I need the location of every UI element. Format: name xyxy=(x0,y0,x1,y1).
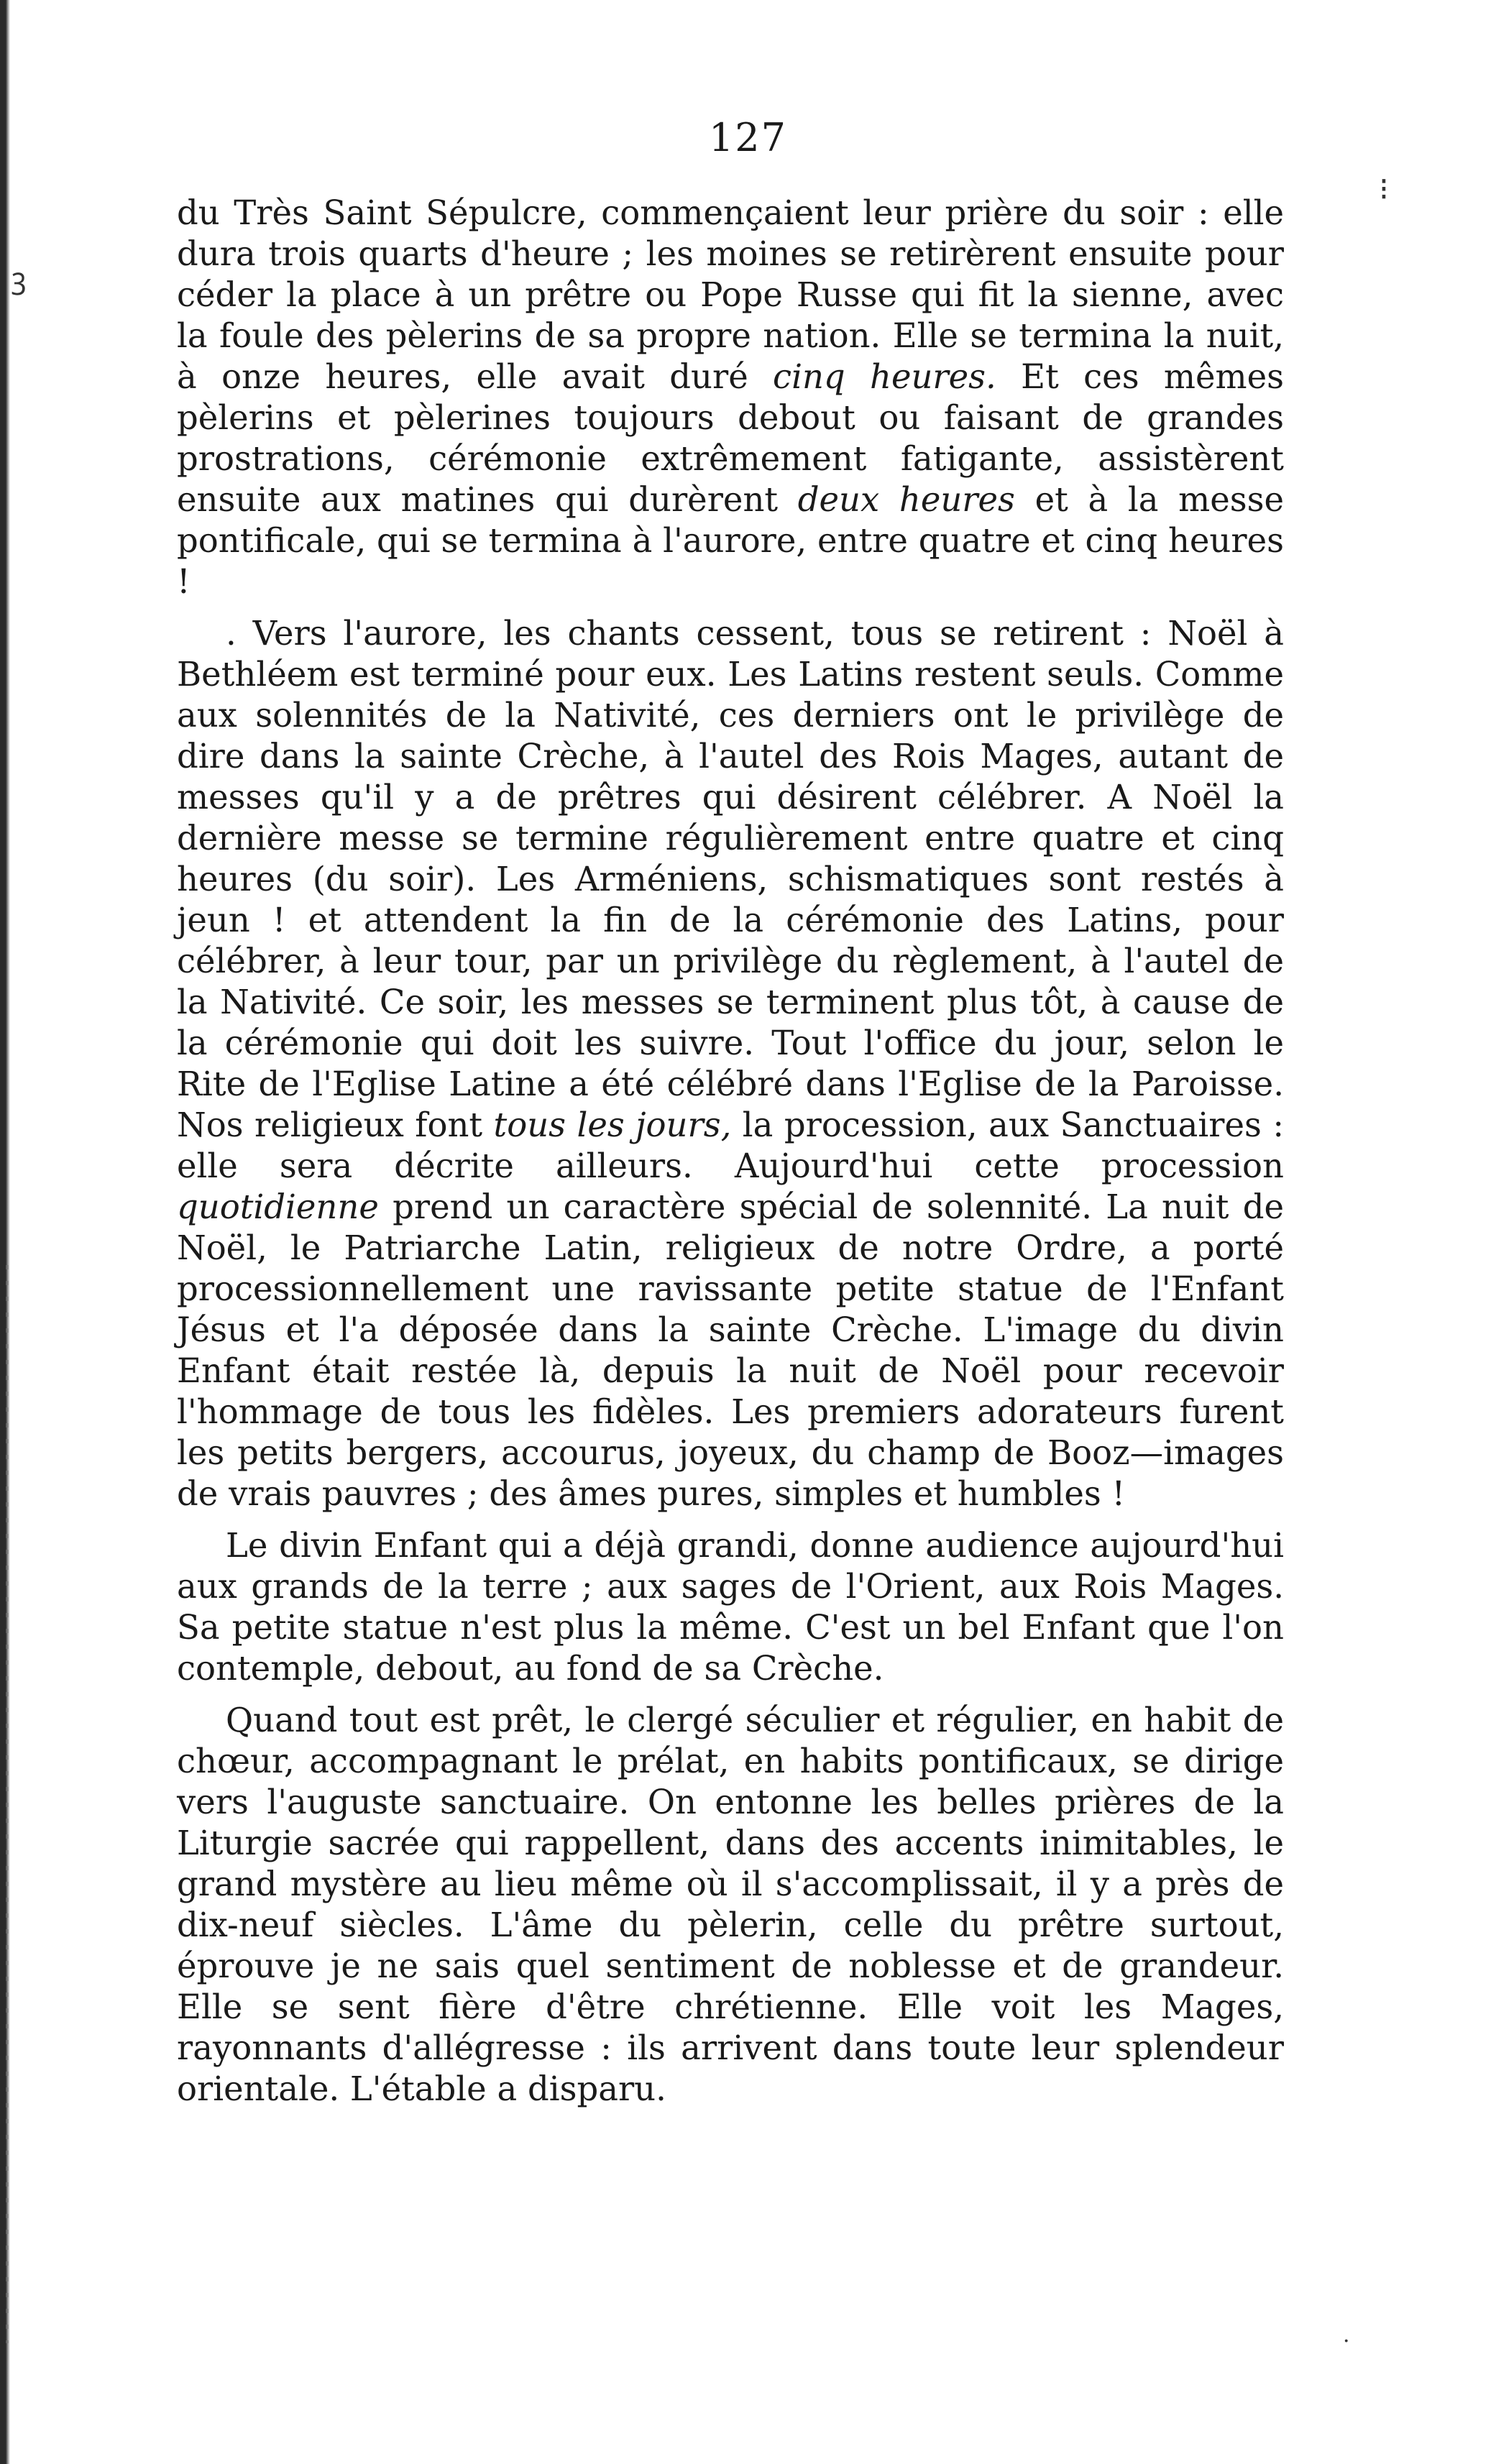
text-segment: Et ces mêmes pèlerins et pèlerines toujours debout ou faisant de grandes prostrations, cérémonie extrêmement fatigante, assistèrent ensuite aux matines qui durèrent xyxy=(177,357,1284,519)
page-edge-dots xyxy=(6,1265,9,2343)
paragraph-4 xyxy=(177,1700,1284,2110)
paragraph-1 xyxy=(177,193,1284,602)
margin-mark-right-bottom: · xyxy=(1343,2329,1350,2354)
italic-segment: tous les jours, xyxy=(493,1105,732,1144)
text-segment: . Vers l'aurore, les chants cessent, tous se retirent : Noël à Bethléem est terminé pour eux. Les Latins restent seuls. Comme aux solennités de la Nativité, ces derniers ont le privilège de dire dans la sainte Crèche, à l'autel des Rois Mages, autant de messes qu'il y a de prêtres qui désirent célébrer. A Noël la dernière messe se termine régulièrement entre quatre et cinq heures (du soir). Les Arméniens, schismatiques sont restés à jeun ! et attendent la fin de la cérémonie des Latins, pour célébrer, à leur tour, par un privilège du règlement, à l'autel de la Nativité. Ce soir, les messes se terminent plus tôt, à cause de la cérémonie qui doit les suivre. Tout l'office du jour, selon le Rite de l'Eglise Latine a été célébré dans l'Eglise de la Paroisse. Nos religieux font xyxy=(177,614,1284,1144)
page-number: 127 xyxy=(708,115,788,160)
body-text xyxy=(177,193,1284,2110)
paragraph-2 xyxy=(177,613,1284,1514)
text-segment: Quand tout est prêt, le clergé séculier et régulier, en habit de chœur, accompagnant le prélat, en habits pontificaux, se dirige vers l'auguste sanctuaire. On entonne les belles prières de la Liturgie sacrée qui rappellent, dans des accents inimitables, le grand mystère au lieu même où il s'accomplissait, il y a près de dix-neuf siècles. L'âme du pèlerin, celle du prêtre surtout, éprouve je ne sais quel sentiment de noblesse et de grandeur. Elle se sent fière d'être chrétienne. Elle voit les Mages, rayonnants d'allégresse : ils arrivent dans toute leur splendeur orientale. L'étable a disparu. xyxy=(177,1701,1284,2108)
text-segment: et à la messe pontificale, qui se termina à l'aurore, entre quatre et cinq heures ! xyxy=(177,480,1284,601)
paragraph-3 xyxy=(177,1525,1284,1689)
text-segment: Le divin Enfant qui a déjà grandi, donne audience aujourd'hui aux grands de la terre ; aux sages de l'Orient, aux Rois Mages. Sa petite statue n'est plus la même. C'est un bel Enfant que l'on contemple, debout, au fond de sa Crèche. xyxy=(177,1526,1284,1688)
text-segment: du Très Saint Sépulcre, commençaient leur prière du soir : elle dura trois quarts d'heure ; les moines se retirèrent ensuite pour céder la place à un prêtre ou Pope Russe qui fit la sienne, avec la foule des pèlerins de sa propre nation. Elle se termina la nuit, à onze heures, elle avait duré xyxy=(177,193,1284,396)
text-segment: prend un caractère spécial de solennité. La nuit de Noël, le Patriarche Latin, religieux de notre Ordre, a porté processionnellement une ravissante petite statue de l'Enfant Jésus et l'a déposée dans la sainte Crèche. L'image du divin Enfant était restée là, depuis la nuit de Noël pour recevoir l'hommage de tous les fidèles. Les premiers adorateurs furent les petits bergers, accourus, joyeux, du champ de Booz—images de vrais pauvres ; des âmes pures, simples et humbles ! xyxy=(177,1187,1284,1513)
italic-segment: cinq heures. xyxy=(773,357,996,396)
text-segment: la procession, aux Sanctuaires : elle sera décrite ailleurs. Aujourd'hui cette procession xyxy=(177,1105,1284,1185)
italic-segment: quotidienne xyxy=(177,1187,379,1226)
margin-mark-left: ꝫ xyxy=(12,262,27,295)
margin-mark-right-top: ⁝ xyxy=(1379,171,1389,208)
italic-segment: deux heures xyxy=(797,480,1015,519)
